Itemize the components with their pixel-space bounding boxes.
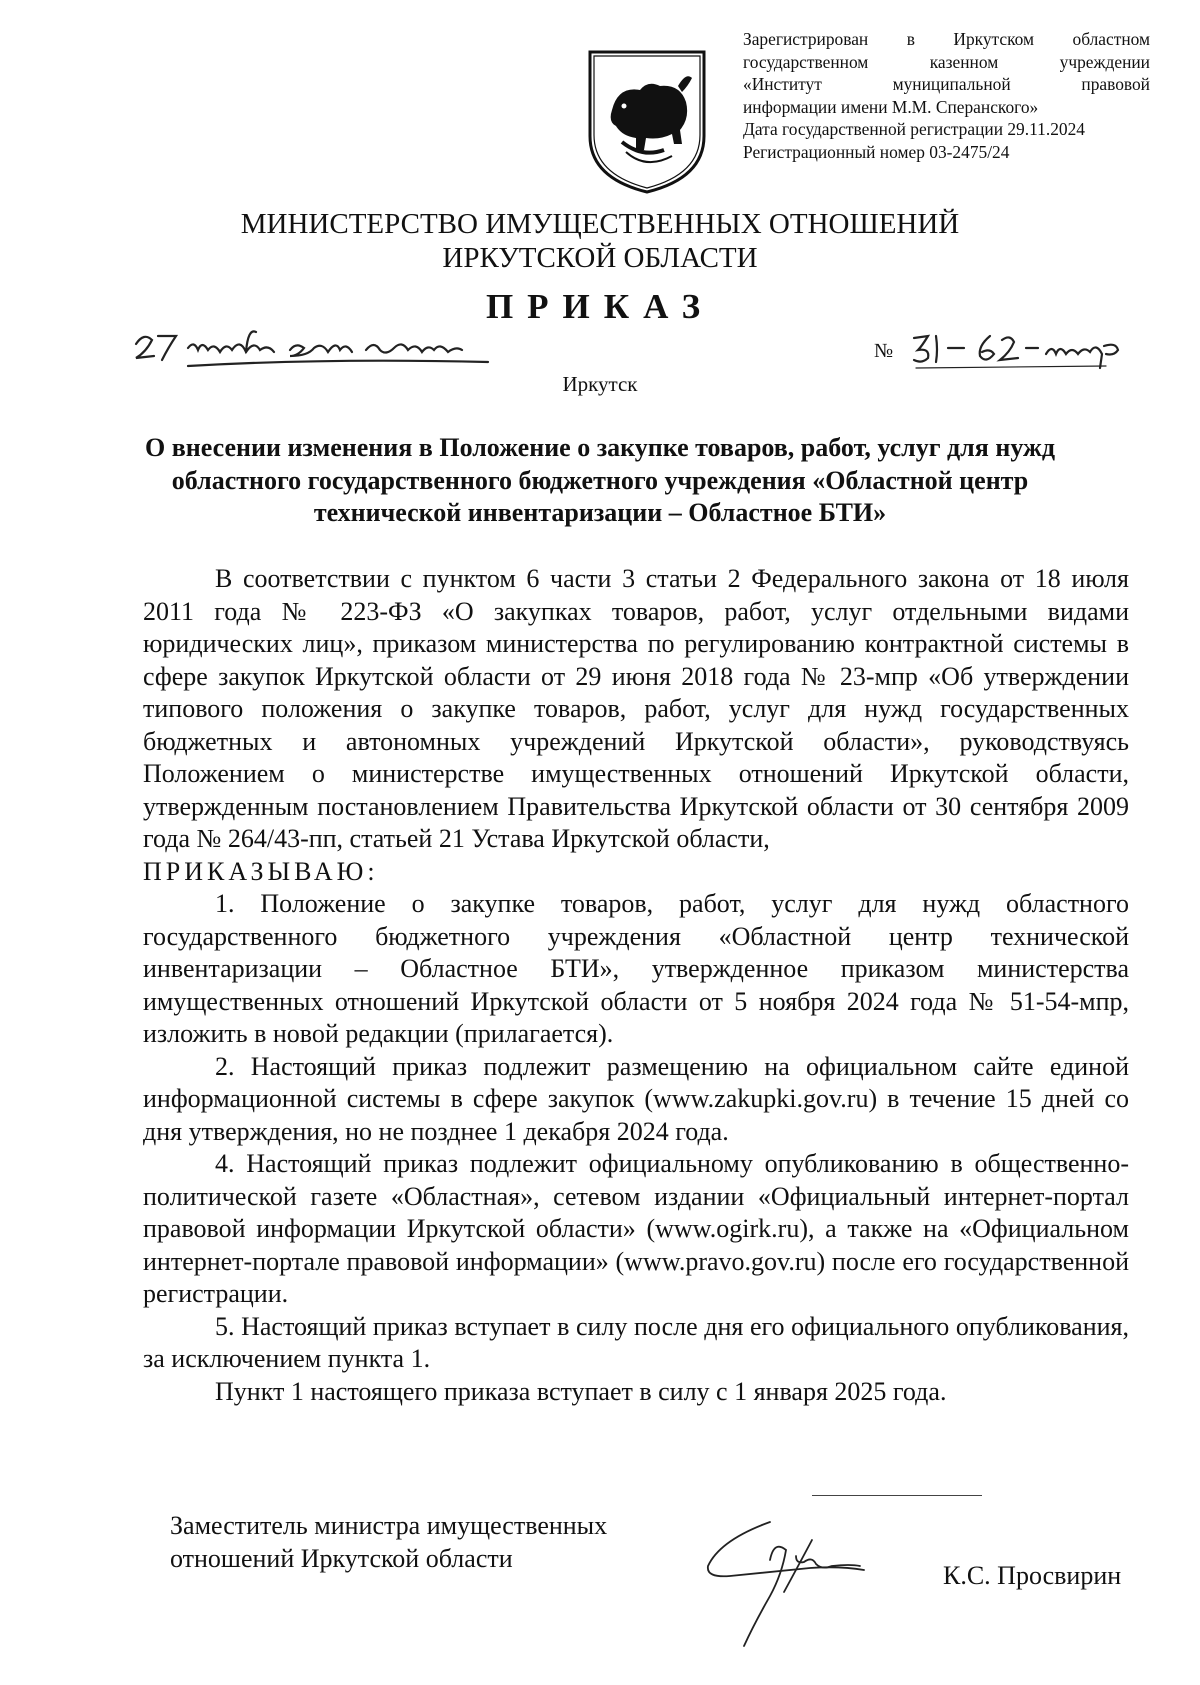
order-item-5: 5. Настоящий приказ вступает в силу после дня его официального опубликования, за исключением пункта 1. — [143, 1311, 1129, 1373]
signer-position-line2: отношений Иркутской области — [170, 1543, 513, 1573]
signature-line — [812, 1495, 982, 1496]
number-label: № — [874, 340, 894, 362]
signer-name: К.С. Просвирин — [943, 1561, 1122, 1590]
registration-line: государственном казенном учреждении — [743, 51, 1150, 72]
order-item-5-note: Пункт 1 настоящего приказа вступает в силу с 1 января 2025 года. — [215, 1376, 947, 1406]
document-type-title: ПРИКАЗ — [485, 287, 715, 326]
registration-line: информации имени М.М. Сперанского» — [743, 96, 1039, 117]
signer-position-line1: Заместитель министра имущественных — [170, 1511, 608, 1540]
preamble-paragraph: В соответствии с пунктом 6 части 3 статьи 2 Федерального закона от 18 июля 2011 года № 223-ФЗ «О закупках товаров, работ, услуг отдельными видами юридических лиц», приказом министерства по регулированию контрактной системы в сфере закупок Иркутской области от 29 июня 2018 года № 23-мпр «Об утверждении типового положения о закупке товаров, работ, услуг для нужд государственных бюджетных и автономных учреждений Иркутской области», руководствуясь Положением о министерстве имущественных отношений Иркутской области, утвержденным постановлением Правительства Иркутской области от 30 сентября 2009 года № 264/43-пп, статьей 21 Устава Иркутской области, — [143, 564, 1129, 853]
handwritten-number — [906, 324, 1146, 374]
document-subject: О внесении изменения в Положение о закупке товаров, работ, услуг для нужд областного государственного бюджетного учреждения «Областной центр технической инвентаризации – Областное БТИ» — [145, 433, 1055, 527]
ministry-name-line1: МИНИСТЕРСТВО ИМУЩЕСТВЕННЫХ ОТНОШЕНИЙ — [240, 208, 960, 240]
handwritten-signature — [700, 1500, 890, 1655]
ministry-name-line2: ИРКУТСКОЙ ОБЛАСТИ — [442, 242, 758, 274]
order-item-1: 1. Положение о закупке товаров, работ, услуг для нужд областного государственного бюджетного учреждения «Областной центр технической инвентаризации – Областное БТИ», утвержденное приказом министерства имущественных отношений Иркутской области от 5 ноября 2024 года № 51-54-мпр, изложить в новой редакции (прилагается). — [143, 889, 1129, 1048]
ministry-heading — [0, 207, 1200, 275]
order-item-4: 4. Настоящий приказ подлежит официальному опубликованию в общественно-политической газете «Областная», сетевом издании «Официальный интернет-портал правовой информации Иркутской области» (www.ogirk.ru), а также на «Официальном интернет-портале правовой информации» (www.pravo.gov.ru) после его государственной регистрации. — [143, 1149, 1129, 1308]
coat-of-arms-icon — [582, 46, 712, 196]
registration-date: Дата государственной регистрации 29.11.2024 — [743, 119, 1085, 139]
city-label: Иркутск — [562, 372, 638, 396]
handwritten-date — [128, 322, 558, 377]
signer-position — [170, 1510, 690, 1575]
registration-number: Регистрационный номер 03-2475/24 — [743, 141, 1010, 162]
order-word: ПРИКАЗЫВАЮ: — [143, 856, 379, 886]
registration-stamp — [743, 28, 1150, 163]
order-item-2: 2. Настоящий приказ подлежит размещению на официальном сайте единой информационной системы в сфере закупок (www.zakupki.gov.ru) в течение 15 дней со дня утверждения, но не позднее 1 декабря 2024 года. — [143, 1051, 1129, 1146]
document-body — [143, 563, 1129, 1408]
registration-line: Зарегистрирован в Иркутском областном — [743, 29, 1150, 49]
registration-line: «Институт муниципальной правовой — [743, 74, 1150, 94]
